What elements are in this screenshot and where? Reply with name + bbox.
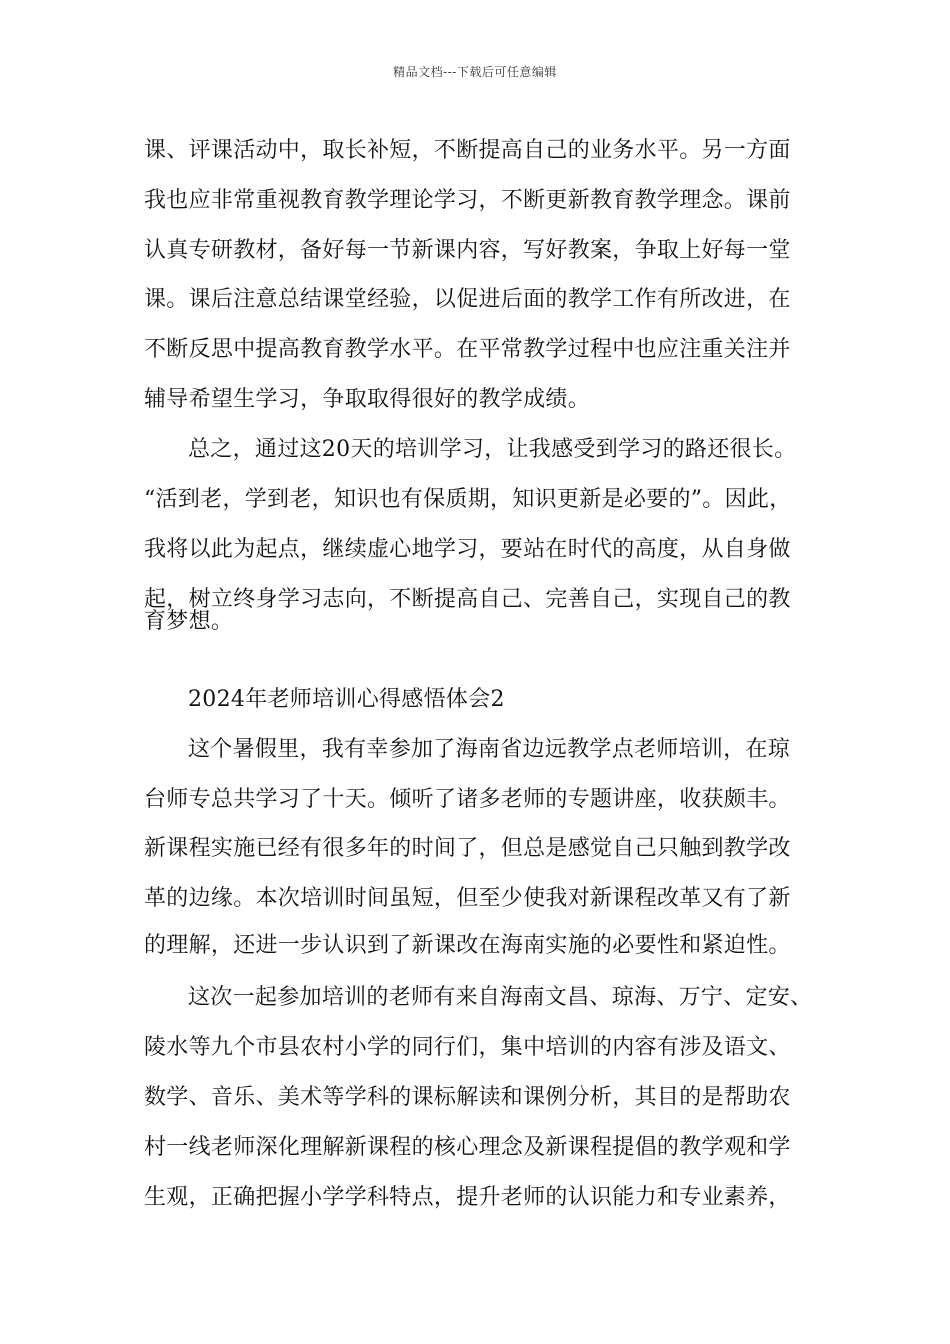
- body-line: 课。课后注意总结课堂经验，以促进后面的教学工作有所改进，在: [144, 287, 791, 312]
- body-line: 认真专研教材，备好每一节新课内容，写好教案，争取上好每一堂: [144, 238, 791, 263]
- body-line: 我也应非常重视教育教学理论学习，不断更新教育教学理念。课前: [144, 188, 791, 213]
- body-line: 不断反思中提高教育教学水平。在平常教学过程中也应注重关注并: [144, 337, 791, 362]
- body-line: 起，树立终身学习志向，不断提高自己、完善自己，实现自己的教: [144, 587, 791, 612]
- paragraph-first-line: 总之，通过这20天的培训学习，让我感受到学习的路还很长。: [188, 437, 797, 462]
- body-line: 我将以此为起点，继续虚心地学习，要站在时代的高度，从自身做: [144, 537, 791, 562]
- body-line: 村一线老师深化理解新课程的核心理念及新课程提倡的教学观和学: [144, 1135, 791, 1160]
- body-line: 革的边缘。本次培训时间虽短，但至少使我对新课程改革又有了新: [144, 886, 791, 911]
- body-line: 台师专总共学习了十天。倾听了诸多老师的专题讲座，收获颇丰。: [144, 787, 791, 812]
- body-line: 新课程实施已经有很多年的时间了，但总是感觉自己只触到教学改: [144, 836, 791, 861]
- paragraph-first-line: 这次一起参加培训的老师有来自海南文昌、琼海、万宁、定安、: [188, 985, 813, 1010]
- body-line: 数学、音乐、美术等学科的课标解读和课例分析，其目的是帮助农: [144, 1085, 791, 1110]
- page-header: 精品文档---下载后可任意编辑: [393, 65, 557, 79]
- body-line: “活到老，学到老，知识也有保质期，知识更新是必要的”。因此，: [144, 487, 792, 512]
- body-line: 的理解，还进一步认识到了新课改在海南实施的必要性和紧迫性。: [144, 933, 791, 958]
- body-line: 育梦想。: [144, 609, 234, 634]
- section-heading: 2024年老师培训心得感悟体会2: [188, 687, 505, 712]
- body-line: 生观，正确把握小学学科特点，提升老师的认识能力和专业素养，: [144, 1185, 791, 1210]
- body-line: 辅导希望生学习，争取取得很好的教学成绩。: [144, 387, 591, 412]
- body-line: 课、评课活动中，取长补短，不断提高自己的业务水平。另一方面: [144, 138, 791, 163]
- body-line: 陵水等九个市县农村小学的同行们，集中培训的内容有涉及语文、: [144, 1035, 791, 1060]
- paragraph-first-line: 这个暑假里，我有幸参加了海南省边远教学点老师培训，在琼: [188, 737, 791, 762]
